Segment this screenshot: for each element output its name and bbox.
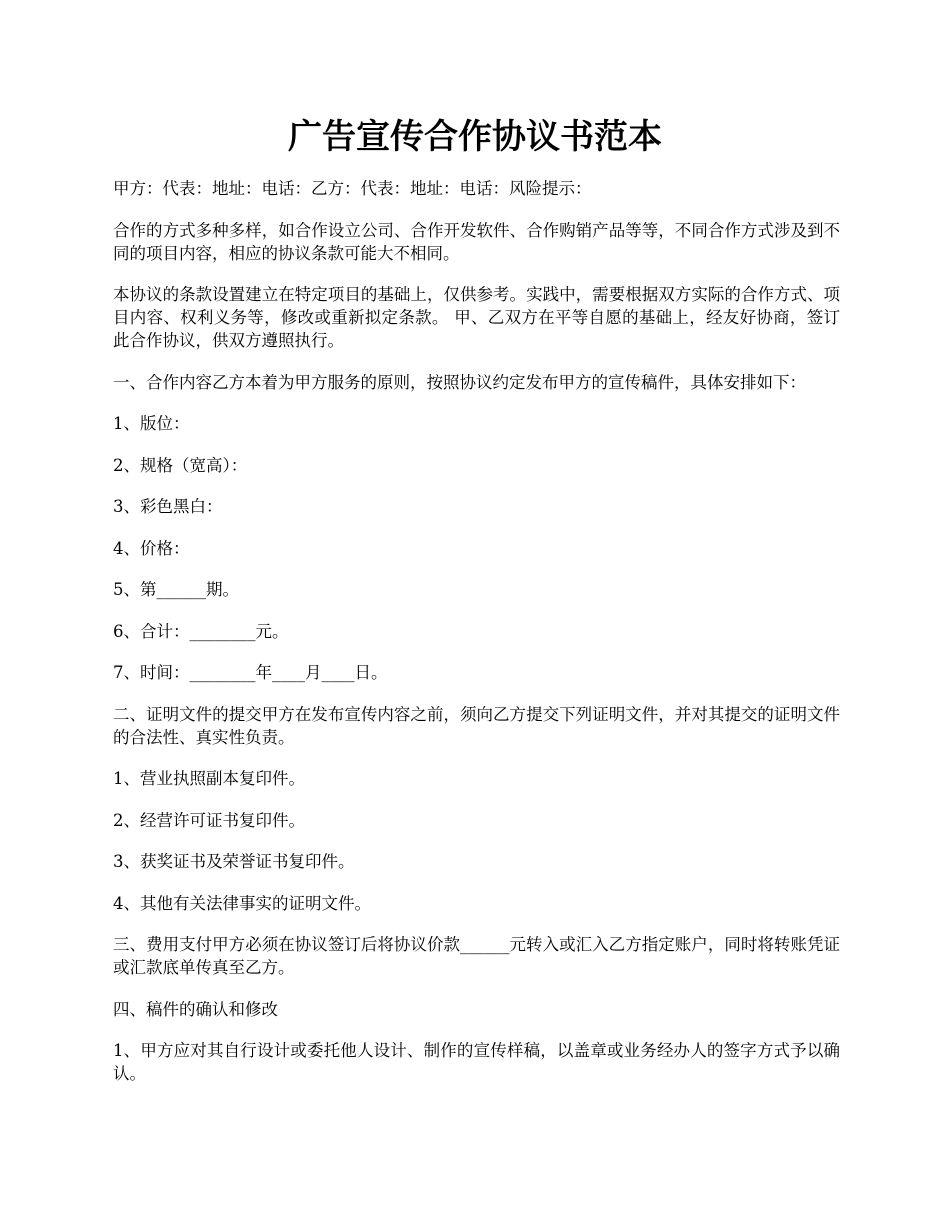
risk-note-paragraph: 合作的方式多种多样，如合作设立公司、合作开发软件、合作购销产品等等，不同合作方式涉及到不同的项目内容，相应的协议条款可能大不相同。: [113, 220, 840, 263]
list-item: 1、版位：: [113, 414, 190, 433]
list-item: 4、其他有关法律事实的证明文件。: [113, 893, 371, 913]
list-item: 2、规格（宽高）：: [113, 455, 248, 475]
list-item: 1、甲方应对其自行设计或委托他人设计、制作的宣传样稿，以盖章或业务经办人的签字方式予以确认。: [113, 1041, 840, 1083]
section-4-heading: 四、稿件的确认和修改: [113, 999, 278, 1019]
section-1-heading: 一、合作内容乙方本着为甲方服务的原则，按照协议约定发布甲方的宣传稿件，具体安排如下：: [113, 372, 806, 392]
list-item: 3、彩色黑白：: [113, 497, 223, 516]
list-item: 2、经营许可证书复印件。: [113, 810, 305, 830]
list-item: 5、第______期。: [113, 580, 239, 599]
parties-line: 甲方：代表：地址：电话：乙方：代表：地址：电话：风险提示：: [113, 179, 592, 198]
document-title: 广告宣传合作协议书范本: [288, 117, 662, 157]
list-item: 7、时间：________年____月____日。: [113, 663, 388, 682]
list-item: 3、获奖证书及荣誉证书复印件。: [113, 852, 355, 871]
list-item: 1、营业执照副本复印件。: [113, 769, 305, 788]
section-3-paragraph: 三、费用支付甲方必须在协议签订后将协议价款______元转入或汇入乙方指定账户，同时将转账凭证或汇款底单传真至乙方。: [113, 935, 840, 977]
document-body: [113, 177, 840, 1104]
section-2-heading: 二、证明文件的提交甲方在发布宣传内容之前，须向乙方提交下列证明文件，并对其提交的证明文件的合法性、真实性负责。: [113, 704, 840, 747]
list-item: 4、价格：: [113, 538, 190, 558]
list-item: 6、合计：________元。: [113, 621, 289, 641]
reference-note-paragraph: 本协议的条款设置建立在特定项目的基础上，仅供参考。实践中，需要根据双方实际的合作方式、项目内容、权利义务等，修改或重新拟定条款。 甲、乙双方在平等自愿的基础上，经友好协商，签订此合作协议，供双方遵照执行。: [113, 285, 840, 350]
